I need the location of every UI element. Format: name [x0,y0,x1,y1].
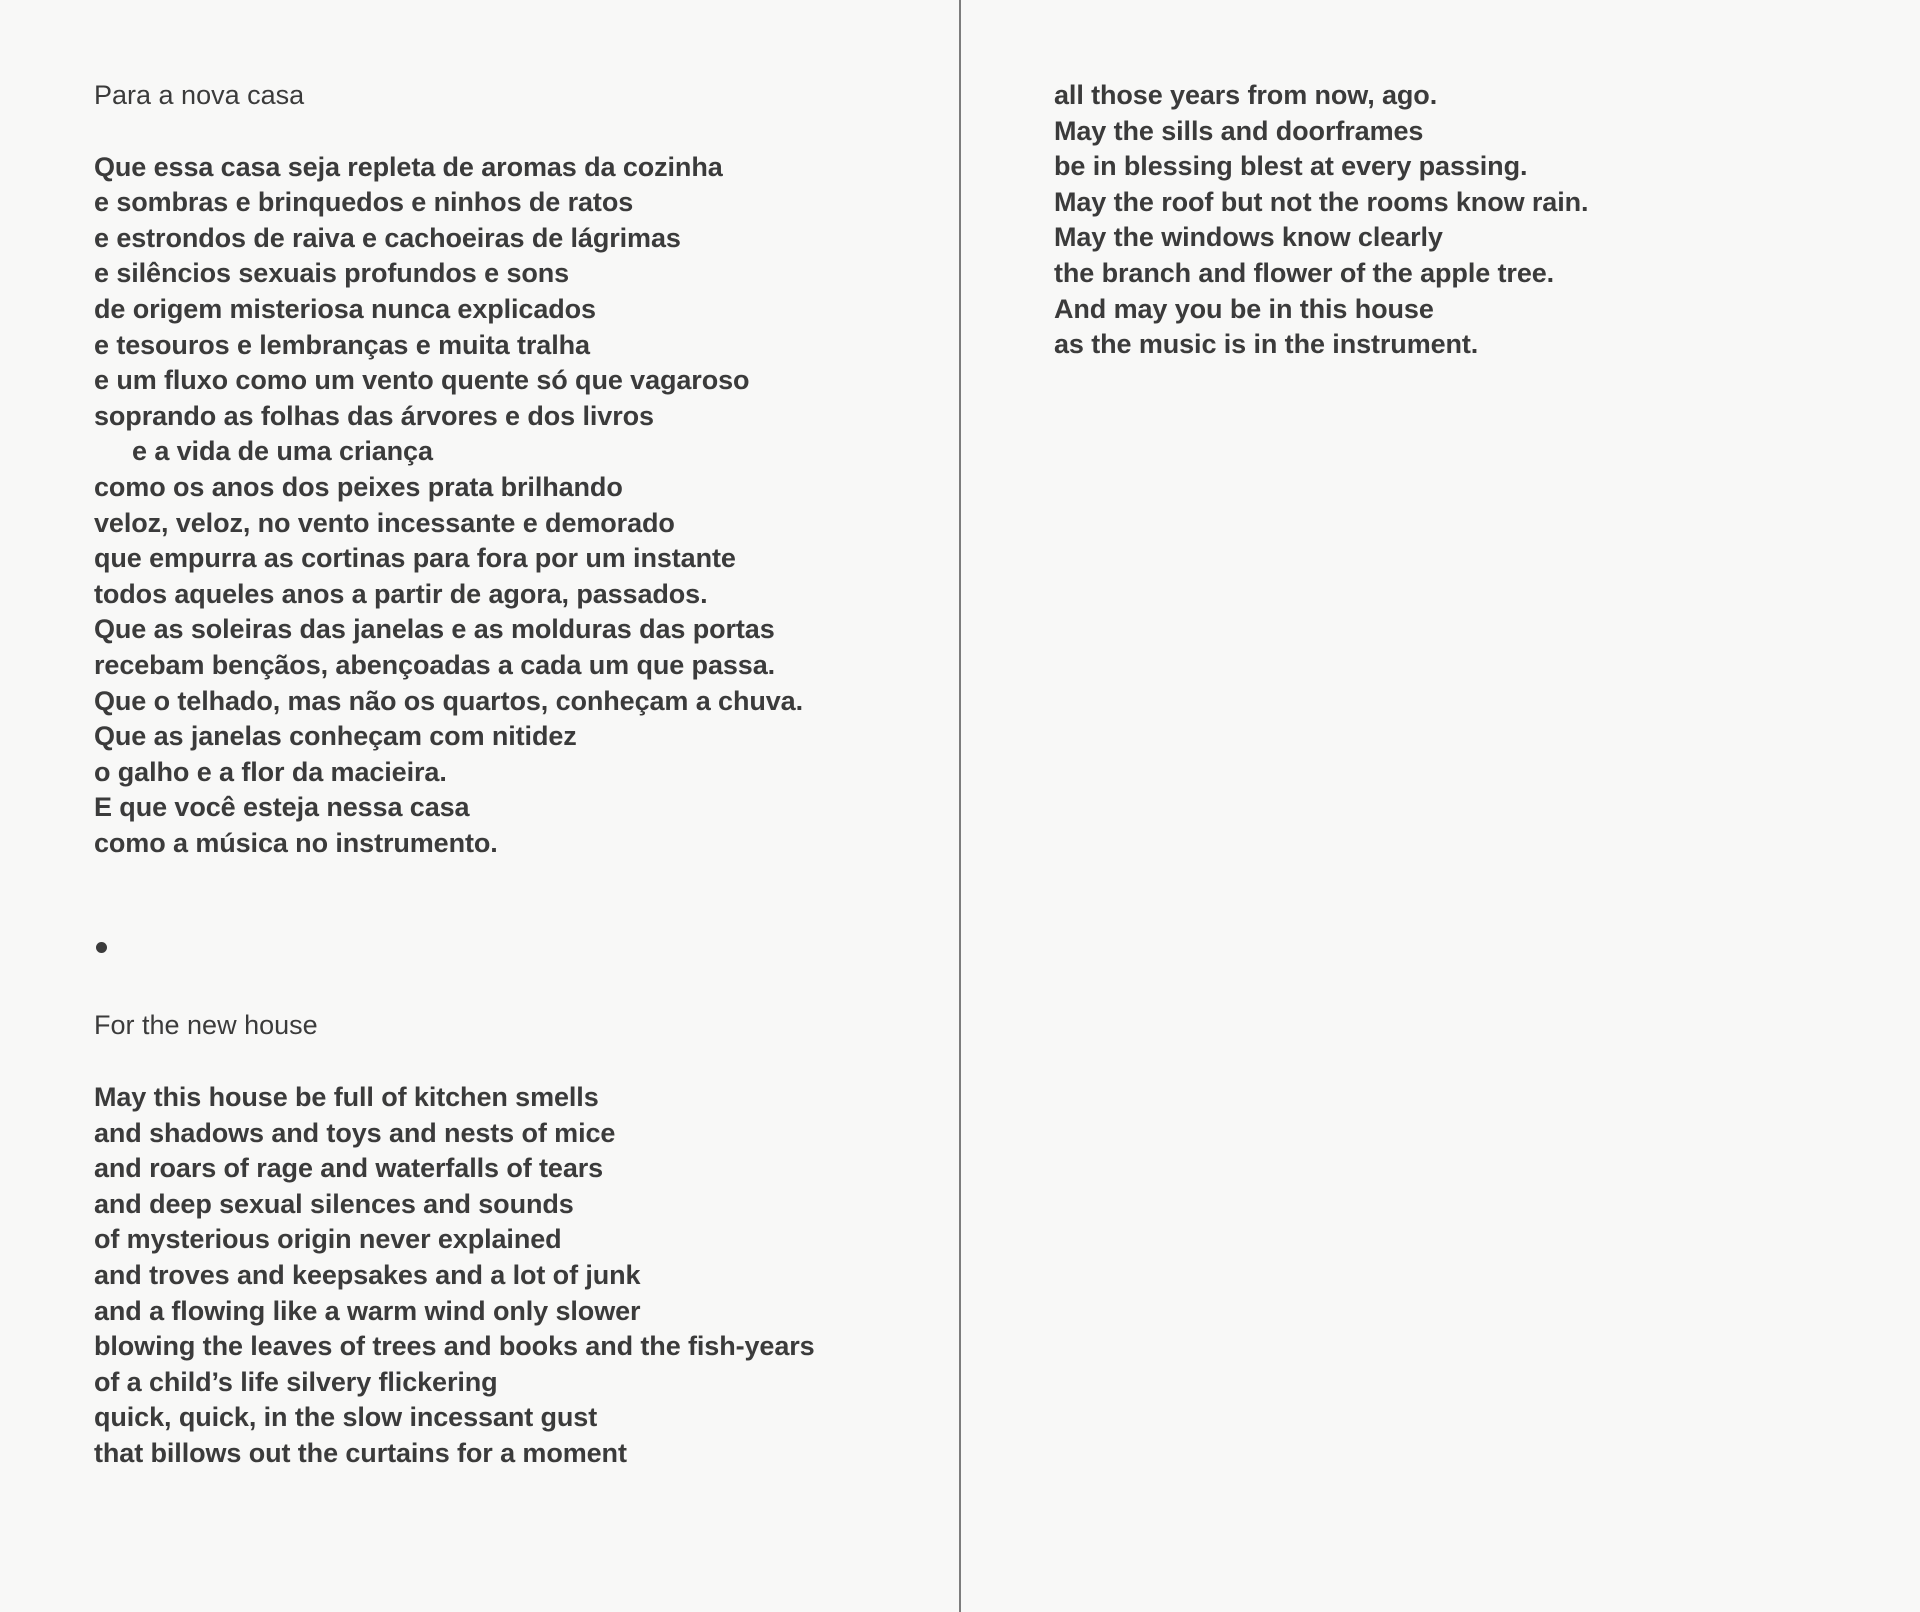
poem-line: all those years from now, ago. [1054,80,1438,110]
section-spacer [94,861,960,932]
poem-line: as the music is in the instrument. [1054,329,1479,360]
portuguese-poem-body [94,150,960,862]
poem-line: e um fluxo como um vento quente só que vagaroso [94,365,750,396]
poem-line: and deep sexual silences and sounds [94,1188,574,1219]
poem-line: o galho e a flor da macieira. [94,756,447,787]
poem-line: que empurra as cortinas para fora por um instante [94,543,736,574]
poem-line: veloz, veloz, no vento incessante e demorado [94,507,675,538]
poem-line: and shadows and toys and nests of mice [94,1117,616,1148]
title-spacer [94,1044,960,1080]
poem-line: And may you be in this house [1054,293,1434,324]
poem-line: e tesouros e lembranças e muita tralha [94,329,590,360]
poem-line: Que as janelas conheçam com nitidez [94,721,577,752]
section-bullet-icon [96,942,107,953]
poem-line: como os anos dos peixes prata brilhando [94,471,623,502]
poem-line: of a child’s life silvery flickering [94,1366,498,1397]
poem-line: that billows out the curtains for a moment [94,1438,627,1468]
poem-line: Que essa casa seja repleta de aromas da cozinha [94,151,723,182]
poem-line: be in blessing blest at every passing. [1054,151,1528,182]
poem-line: May this house be full of kitchen smells [94,1082,599,1113]
poem-line-indented: e a vida de uma criança [132,436,433,467]
poem-line: blowing the leaves of trees and books and the fish-years [94,1331,815,1362]
poem-line: soprando as folhas das árvores e dos livros [94,400,654,431]
poem-line: May the sills and doorframes [1054,115,1424,146]
english-poem-continued-body [1054,78,1920,363]
poem-line: quick, quick, in the slow incessant gust [94,1402,598,1433]
poem-line: e estrondos de raiva e cachoeiras de lágrimas [94,222,681,253]
poem-line: como a música no instrumento. [94,827,498,858]
poem-line: Que as soleiras das janelas e as molduras das portas [94,614,775,645]
poem-line: Que o telhado, mas não os quartos, conheçam a chuva. [94,685,803,716]
poem-line: and a flowing like a warm wind only slower [94,1295,641,1326]
poem-line: e sombras e brinquedos e ninhos de ratos [94,187,634,218]
section-spacer [94,953,960,1008]
poem-line: recebam bençãos, abençoadas a cada um que passa. [94,649,776,680]
poem-line: the branch and flower of the apple tree. [1054,257,1555,288]
poem-line: todos aqueles anos a partir de agora, passados. [94,578,708,609]
poem-line: May the roof but not the rooms know rain. [1054,186,1589,217]
right-page [961,0,1920,1612]
portuguese-poem-title: Para a nova casa [94,80,305,110]
poem-line: of mysterious origin never explained [94,1224,562,1255]
poem-line: and roars of rage and waterfalls of tears [94,1153,604,1184]
poem-line: and troves and keepsakes and a lot of junk [94,1260,641,1291]
poem-line: May the windows know clearly [1054,222,1443,253]
poem-line: E que você esteja nessa casa [94,792,470,823]
english-poem-title: For the new house [94,1010,318,1041]
poem-line: de origem misteriosa nunca explicados [94,293,596,324]
title-spacer [94,114,960,150]
poem-line: e silêncios sexuais profundos e sons [94,258,570,289]
english-poem-body [94,1080,960,1472]
